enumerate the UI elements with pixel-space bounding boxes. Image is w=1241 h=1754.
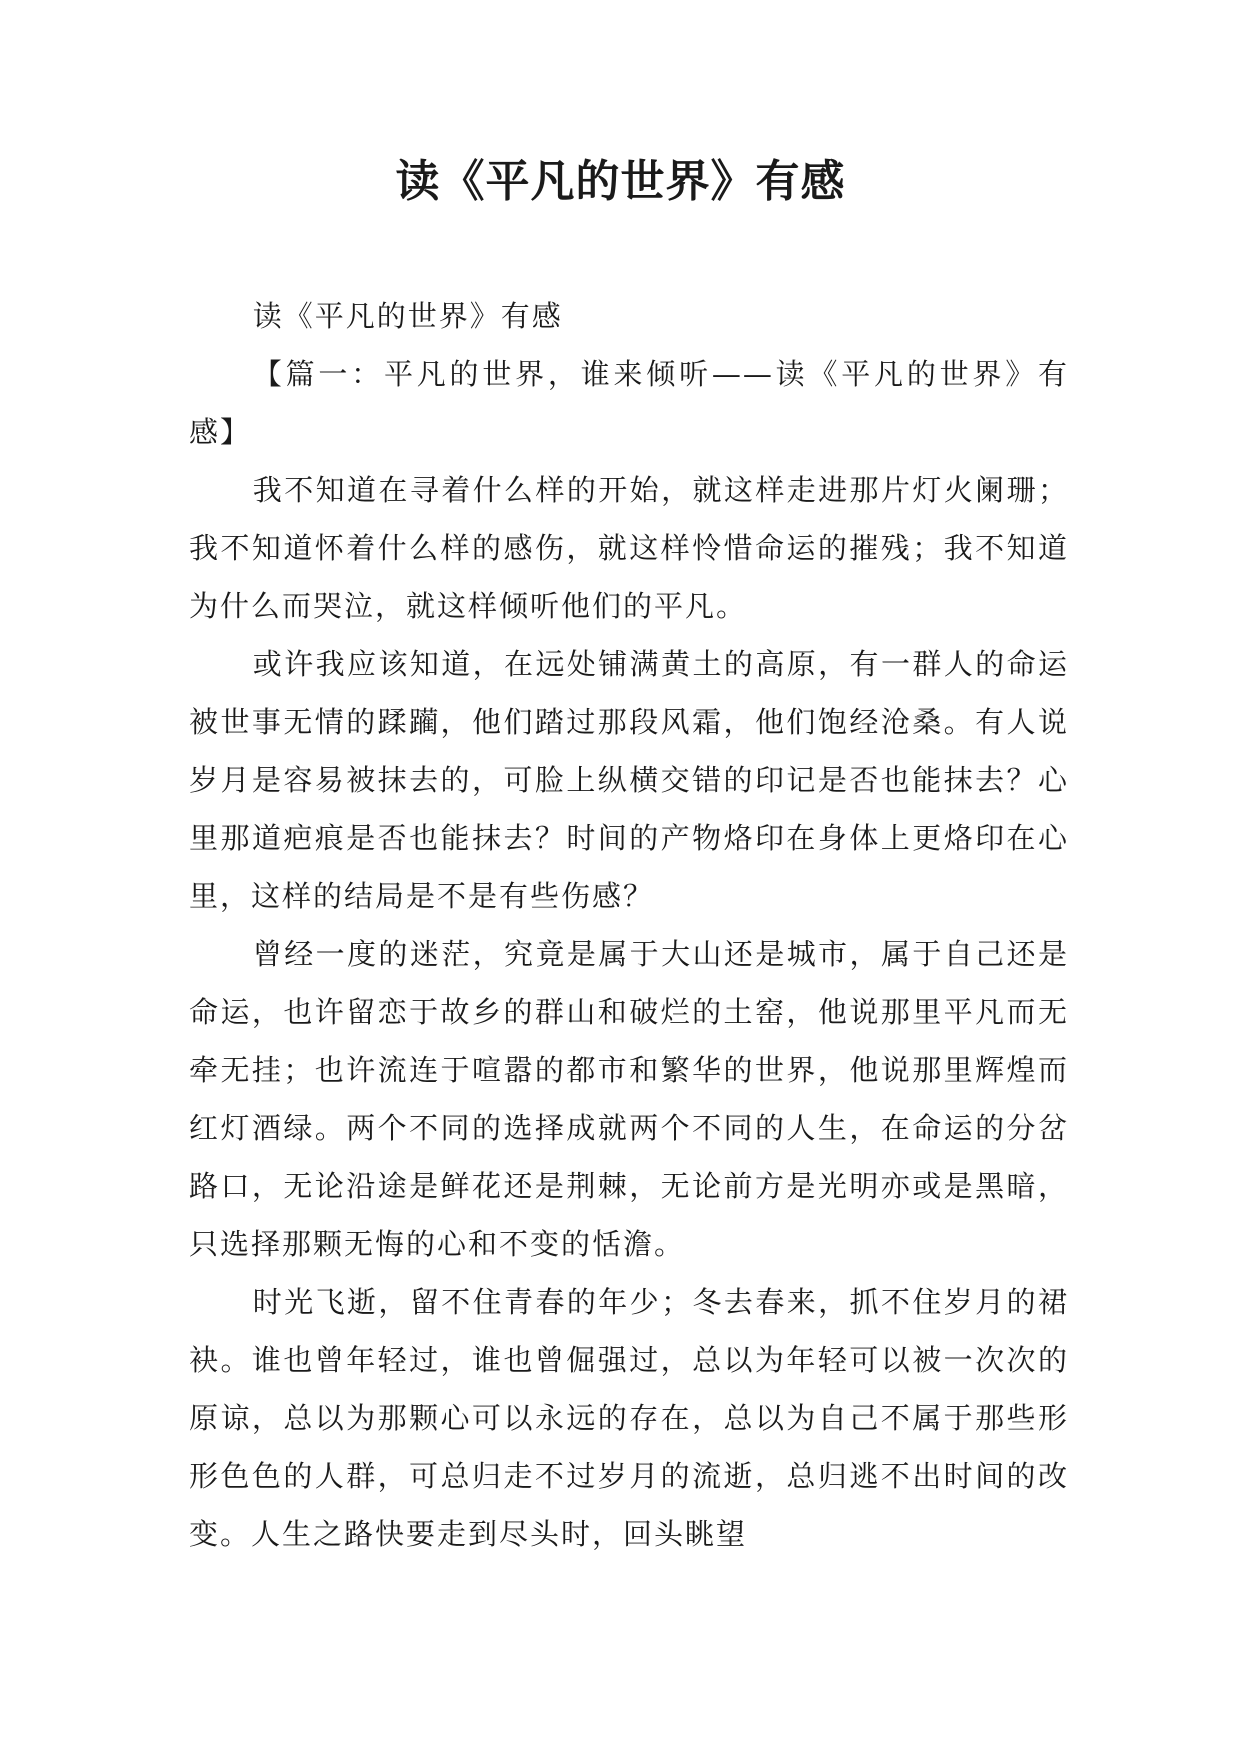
body-paragraph-2: 或许我应该知道，在远处铺满黄土的高原，有一群人的命运被世事无情的蹂躏，他们踏过那段风霜，他们饱经沧桑。有人说岁月是容易被抹去的，可脸上纵横交错的印记是否也能抹去？心里那道疤痕是否也能抹去？时间的产物烙印在身体上更烙印在心里，这样的结局是不是有些伤感？ xyxy=(189,647,1069,913)
body-paragraph-1: 我不知道在寻着什么样的开始，就这样走进那片灯火阑珊；我不知道怀着什么样的感伤，就这样怜惜命运的摧残；我不知道为什么而哭泣，就这样倾听他们的平凡。 xyxy=(189,473,1069,623)
document-title: 读《平凡的世界》有感 xyxy=(395,156,846,207)
document-body xyxy=(189,287,1069,1563)
chapter-heading-paragraph: 【篇一：平凡的世界，谁来倾听——读《平凡的世界》有感】 xyxy=(189,357,1069,449)
body-paragraph-3: 曾经一度的迷茫，究竟是属于大山还是城市，属于自己还是命运，也许留恋于故乡的群山和破烂的土窑，他说那里平凡而无牵无挂；也许流连于喧嚣的都市和繁华的世界，他说那里辉煌而红灯酒绿。两个不同的选择成就两个不同的人生，在命运的分岔路口，无论沿途是鲜花还是荆棘，无论前方是光明亦或是黑暗，只选择那颗无悔的心和不变的恬澹。 xyxy=(189,937,1069,1261)
body-paragraph-4: 时光飞逝，留不住青春的年少；冬去春来，抓不住岁月的裙袂。谁也曾年轻过，谁也曾倔强过，总以为年轻可以被一次次的原谅，总以为那颗心可以永远的存在，总以为自己不属于那些形形色色的人群，可总归走不过岁月的流逝，总归逃不出时间的改变。人生之路快要走到尽头时，回头眺望 xyxy=(189,1285,1069,1551)
subtitle-paragraph: 读《平凡的世界》有感 xyxy=(252,299,563,333)
